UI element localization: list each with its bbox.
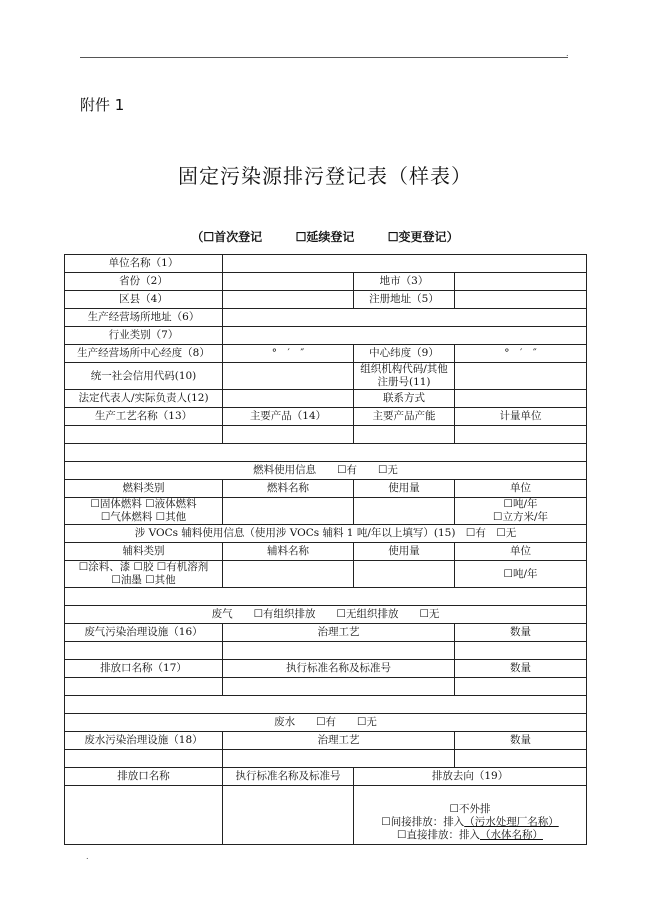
table-row — [65, 543, 587, 561]
gas-count2-header: 数量 — [455, 660, 587, 678]
water-count-field[interactable] — [455, 750, 587, 768]
contact-label: 联系方式 — [354, 390, 455, 408]
section-spacer — [65, 444, 587, 462]
water-standard-field[interactable] — [223, 786, 354, 845]
capacity-field[interactable] — [354, 426, 455, 444]
table-row — [65, 678, 587, 696]
table-row — [65, 696, 587, 714]
city-field[interactable] — [455, 273, 587, 291]
table-row — [65, 624, 587, 642]
first-registration-checkbox[interactable]: ☐首次登记 — [203, 230, 263, 244]
latitude-label: 中心纬度（9） — [354, 345, 455, 363]
table-row — [65, 525, 587, 543]
section-spacer — [65, 588, 587, 606]
table-row — [65, 480, 587, 498]
longitude-label: 生产经营场所中心经度（8） — [65, 345, 223, 363]
contact-field[interactable] — [455, 390, 587, 408]
vocs-name-header: 辅料名称 — [223, 543, 354, 561]
gas-count2-field[interactable] — [455, 678, 587, 696]
vocs-type-header: 辅料类别 — [65, 543, 223, 561]
indirect-discharge-option[interactable]: ☐间接排放：排入（污水处理厂名称） — [381, 816, 559, 828]
industry-label: 行业类别（7） — [65, 327, 223, 345]
gas-outlet-field[interactable] — [65, 678, 223, 696]
table-row — [65, 561, 587, 588]
table-row — [65, 390, 587, 408]
fuel-usage-field[interactable] — [354, 498, 455, 525]
reg-address-field[interactable] — [455, 291, 587, 309]
reg-address-label: 注册地址（5） — [354, 291, 455, 309]
water-standard-header: 执行标准名称及标准号 — [223, 768, 354, 786]
industry-field[interactable] — [223, 327, 587, 345]
table-row — [65, 498, 587, 525]
page-marker: . — [86, 852, 89, 861]
credit-code-label: 统一社会信用代码(10) — [65, 363, 223, 390]
no-discharge-option[interactable]: ☐不外排 — [449, 803, 491, 815]
table-row — [65, 750, 587, 768]
attachment-label: 附件 1 — [80, 96, 125, 114]
city-label: 地市（3） — [354, 273, 455, 291]
water-outlet-header: 排放口名称 — [65, 768, 223, 786]
gas-standard-header: 执行标准名称及标准号 — [223, 660, 455, 678]
fuel-name-header: 燃料名称 — [223, 480, 354, 498]
vocs-usage-field[interactable] — [354, 561, 455, 588]
table-row — [65, 588, 587, 606]
county-label: 区县（4） — [65, 291, 223, 309]
province-field[interactable] — [223, 273, 354, 291]
site-address-label: 生产经营场所地址（6） — [65, 309, 223, 327]
vocs-unit-options[interactable]: ☐吨/年 — [455, 561, 587, 588]
legal-rep-label: 法定代表人/实际负责人(12) — [65, 390, 223, 408]
water-process-field[interactable] — [223, 750, 455, 768]
gas-count-field[interactable] — [455, 642, 587, 660]
gas-facility-field[interactable] — [65, 642, 223, 660]
section-spacer — [65, 696, 587, 714]
legal-rep-field[interactable] — [223, 390, 354, 408]
gas-count-header: 数量 — [455, 624, 587, 642]
vocs-section-header[interactable]: 涉 VOCs 辅料使用信息（使用涉 VOCs 辅料 1 吨/年以上填写）(15) ☐有 ☐无 — [65, 525, 587, 543]
table-row — [65, 291, 587, 309]
table-row — [65, 426, 587, 444]
water-facility-field[interactable] — [65, 750, 223, 768]
page-title: 固定污染源排污登记表（样表） — [178, 164, 472, 188]
water-outlet-field[interactable] — [65, 786, 223, 845]
table-row — [65, 363, 587, 390]
unit-name-field[interactable] — [223, 255, 587, 273]
fuel-type-options[interactable]: ☐固体燃料 ☐液体燃料 ☐气体燃料 ☐其他 — [65, 498, 223, 525]
table-row — [65, 327, 587, 345]
org-code-label: 组织机构代码/其他注册号(11) — [354, 363, 455, 390]
capacity-header: 主要产品产能 — [354, 408, 455, 426]
water-section-header[interactable]: 废水 ☐有 ☐无 — [65, 714, 587, 732]
change-registration-checkbox[interactable]: ☐变更登记 — [387, 230, 447, 244]
water-facility-header: 废水污染治理设施（18） — [65, 732, 223, 750]
table-row — [65, 444, 587, 462]
table-row — [65, 408, 587, 426]
unit-field[interactable] — [455, 426, 587, 444]
credit-code-field[interactable] — [223, 363, 354, 390]
fuel-unit-header: 单位 — [455, 480, 587, 498]
table-row — [65, 345, 587, 363]
table-row — [65, 660, 587, 678]
vocs-unit-header: 单位 — [455, 543, 587, 561]
gas-process-field[interactable] — [223, 642, 455, 660]
gas-process-header: 治理工艺 — [223, 624, 455, 642]
registration-type-line: （☐首次登记 ☐延续登记 ☐变更登记） — [191, 230, 459, 244]
gas-outlet-header: 排放口名称（17） — [65, 660, 223, 678]
gas-section-header[interactable]: 废气 ☐有组织排放 ☐无组织排放 ☐无 — [65, 606, 587, 624]
unit-name-label: 单位名称（1） — [65, 255, 223, 273]
main-product-header: 主要产品（14） — [223, 408, 354, 426]
latitude-field[interactable]: ° ′ ″ — [455, 345, 587, 363]
process-name-field[interactable] — [65, 426, 223, 444]
gas-standard-field[interactable] — [223, 678, 455, 696]
header-rule — [80, 57, 568, 58]
fuel-section-header[interactable]: 燃料使用信息 ☐有 ☐无 — [65, 462, 587, 480]
vocs-name-field[interactable] — [223, 561, 354, 588]
site-address-field[interactable] — [223, 309, 587, 327]
fuel-usage-header: 使用量 — [354, 480, 455, 498]
table-row — [65, 768, 587, 786]
province-label: 省份（2） — [65, 273, 223, 291]
fuel-unit-options[interactable]: ☐吨/年 ☐立方米/年 — [455, 498, 587, 525]
org-code-field[interactable] — [455, 363, 587, 390]
vocs-type-options[interactable]: ☐涂料、漆 ☐胶 ☐有机溶剂 ☐油墨 ☐其他 — [65, 561, 223, 588]
water-direction-header: 排放去向（19） — [354, 768, 587, 786]
table-row — [65, 273, 587, 291]
longitude-field[interactable]: ° ′ ″ — [223, 345, 354, 363]
table-row — [65, 642, 587, 660]
table-row — [65, 462, 587, 480]
registration-form-table — [64, 254, 587, 845]
table-row — [65, 714, 587, 732]
table-row — [65, 606, 587, 624]
table-row — [65, 786, 587, 845]
table-row — [65, 309, 587, 327]
gas-facility-header: 废气污染治理设施（16） — [65, 624, 223, 642]
table-row — [65, 255, 587, 273]
county-field[interactable] — [223, 291, 354, 309]
process-name-header: 生产工艺名称（13） — [65, 408, 223, 426]
extend-registration-checkbox[interactable]: ☐延续登记 — [295, 230, 355, 244]
main-product-field[interactable] — [223, 426, 354, 444]
table-row — [65, 732, 587, 750]
water-count-header: 数量 — [455, 732, 587, 750]
fuel-type-header: 燃料类别 — [65, 480, 223, 498]
water-direction-options[interactable] — [354, 786, 587, 845]
direct-discharge-option[interactable]: ☐直接排放：排入（水体名称） — [397, 829, 543, 841]
unit-header: 计量单位 — [455, 408, 587, 426]
fuel-name-field[interactable] — [223, 498, 354, 525]
vocs-usage-header: 使用量 — [354, 543, 455, 561]
water-process-header: 治理工艺 — [223, 732, 455, 750]
page-marker: . — [566, 49, 569, 58]
